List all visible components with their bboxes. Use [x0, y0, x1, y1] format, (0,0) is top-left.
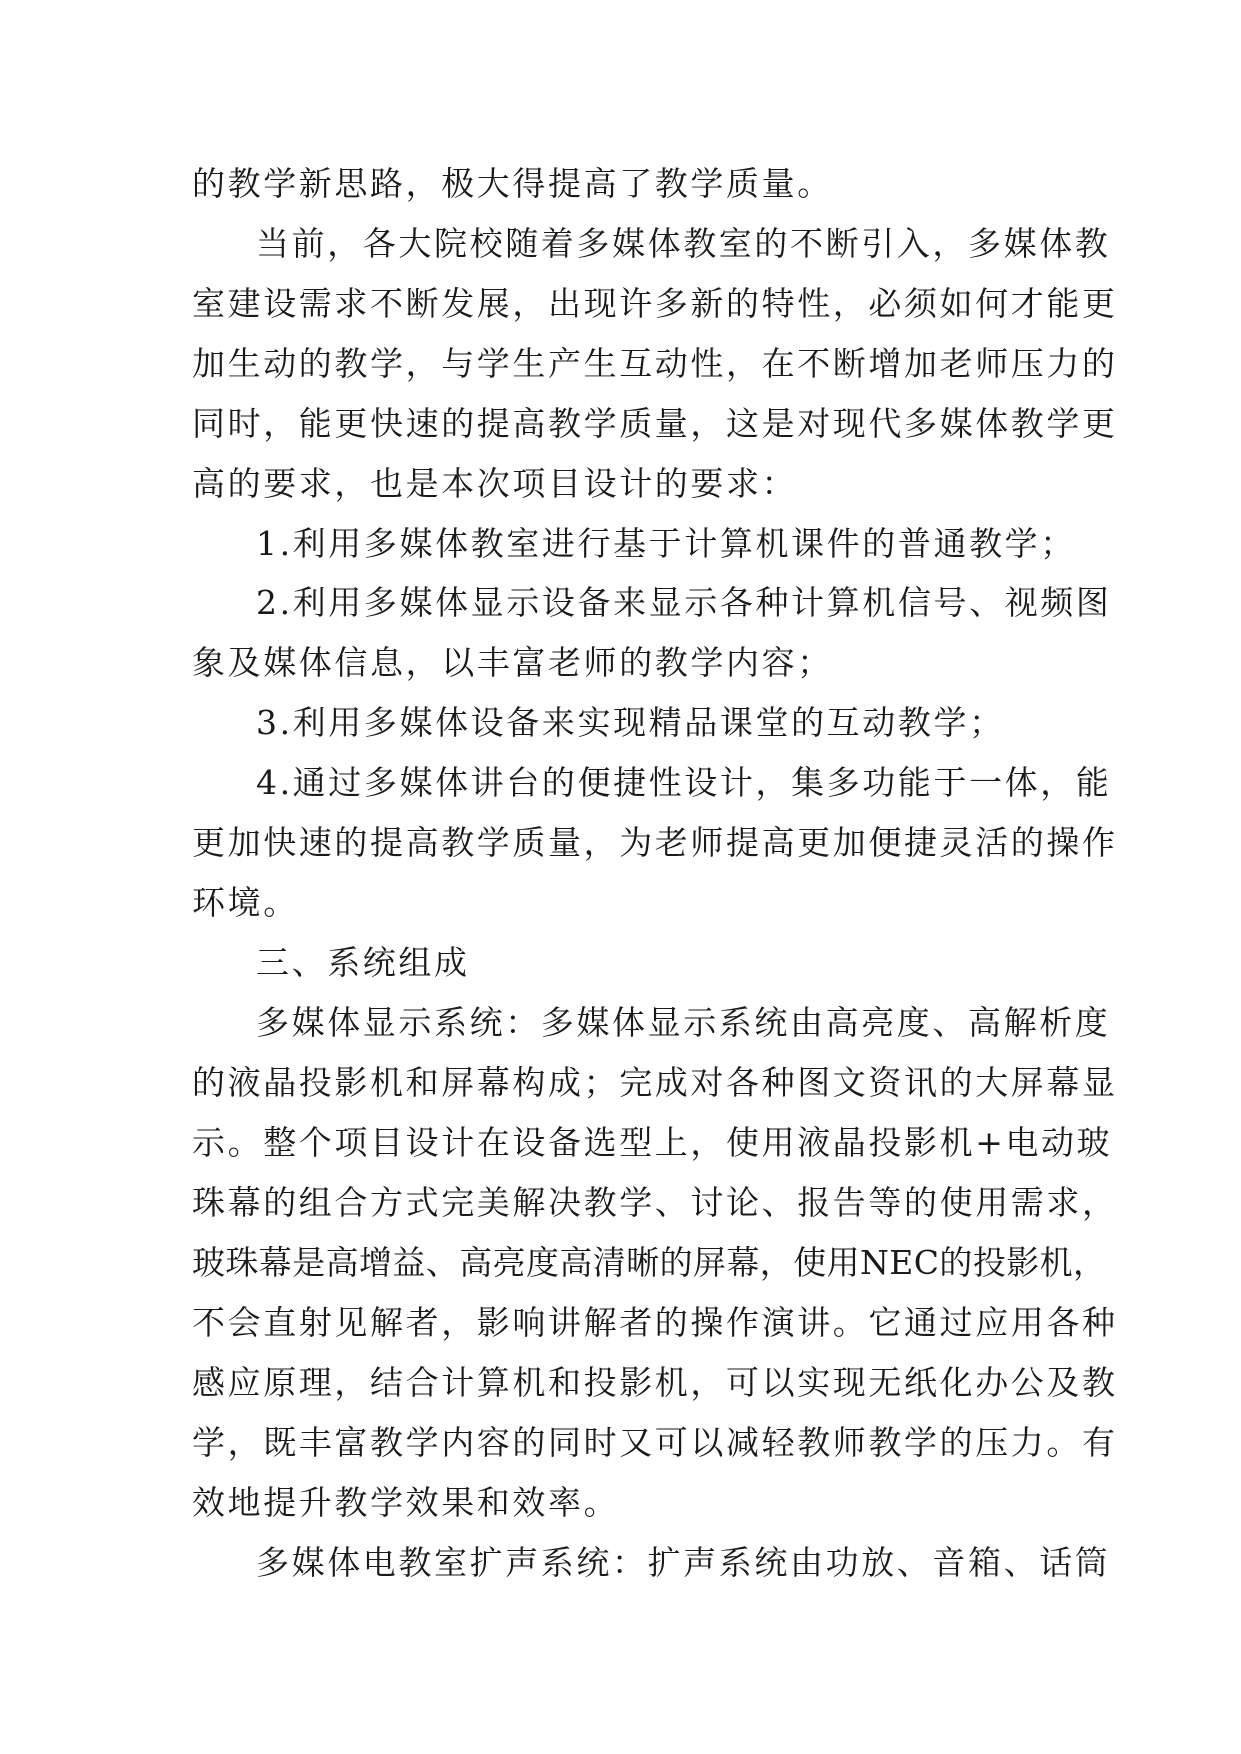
paragraph-line: 效地提升教学效果和效率。	[192, 1483, 620, 1522]
list-item-continuation: 环境。	[192, 883, 299, 922]
paragraph-line: 多媒体电教室扩声系统：扩声系统由功放、音箱、话筒	[256, 1543, 1111, 1582]
list-item-continuation: 象及媒体信息，以丰富老师的教学内容；	[192, 643, 833, 682]
list-item: 2.利用多媒体显示设备来显示各种计算机信号、视频图	[256, 583, 1112, 622]
paragraph-line: 玻珠幕是高增益、高亮度高清晰的屏幕，使用NEC的投影机，	[192, 1243, 1107, 1282]
paragraph-line: 学，既丰富教学内容的同时又可以减轻教师教学的压力。有	[192, 1423, 1118, 1462]
list-item: 3.利用多媒体设备来实现精品课堂的互动教学；	[256, 703, 1005, 742]
list-item-continuation: 更加快速的提高教学质量，为老师提高更加便捷灵活的操作	[192, 823, 1118, 862]
paragraph-line: 珠幕的组合方式完美解决教学、讨论、报告等的使用需求，	[192, 1183, 1118, 1222]
paragraph-line: 加生动的教学，与学生产生互动性，在不断增加老师压力的	[192, 344, 1118, 383]
paragraph-line: 不会直射见解者，影响讲解者的操作演讲。它通过应用各种	[192, 1303, 1118, 1342]
paragraph-line: 同时，能更快速的提高教学质量，这是对现代多媒体教学更	[192, 404, 1118, 443]
paragraph-line: 当前，各大院校随着多媒体教室的不断引入，多媒体教	[256, 224, 1111, 263]
paragraph-line: 多媒体显示系统：多媒体显示系统由高亮度、高解析度	[256, 1003, 1111, 1042]
list-item: 4.通过多媒体讲台的便捷性设计，集多功能于一体，能	[256, 763, 1112, 802]
section-heading: 三、系统组成	[256, 943, 470, 982]
paragraph-line: 室建设需求不断发展，出现许多新的特性，必须如何才能更	[192, 284, 1118, 323]
paragraph-line: 的液晶投影机和屏幕构成；完成对各种图文资讯的大屏幕显	[192, 1063, 1118, 1102]
paragraph-line: 示。整个项目设计在设备选型上，使用液晶投影机+电动玻	[192, 1123, 1113, 1162]
list-item: 1.利用多媒体教室进行基于计算机课件的普通教学；	[256, 524, 1076, 563]
paragraph-line: 的教学新思路，极大得提高了教学质量。	[192, 164, 833, 203]
paragraph-line: 高的要求，也是本次项目设计的要求：	[192, 464, 798, 503]
paragraph-line: 感应原理，结合计算机和投影机，可以实现无纸化办公及教	[192, 1363, 1118, 1402]
